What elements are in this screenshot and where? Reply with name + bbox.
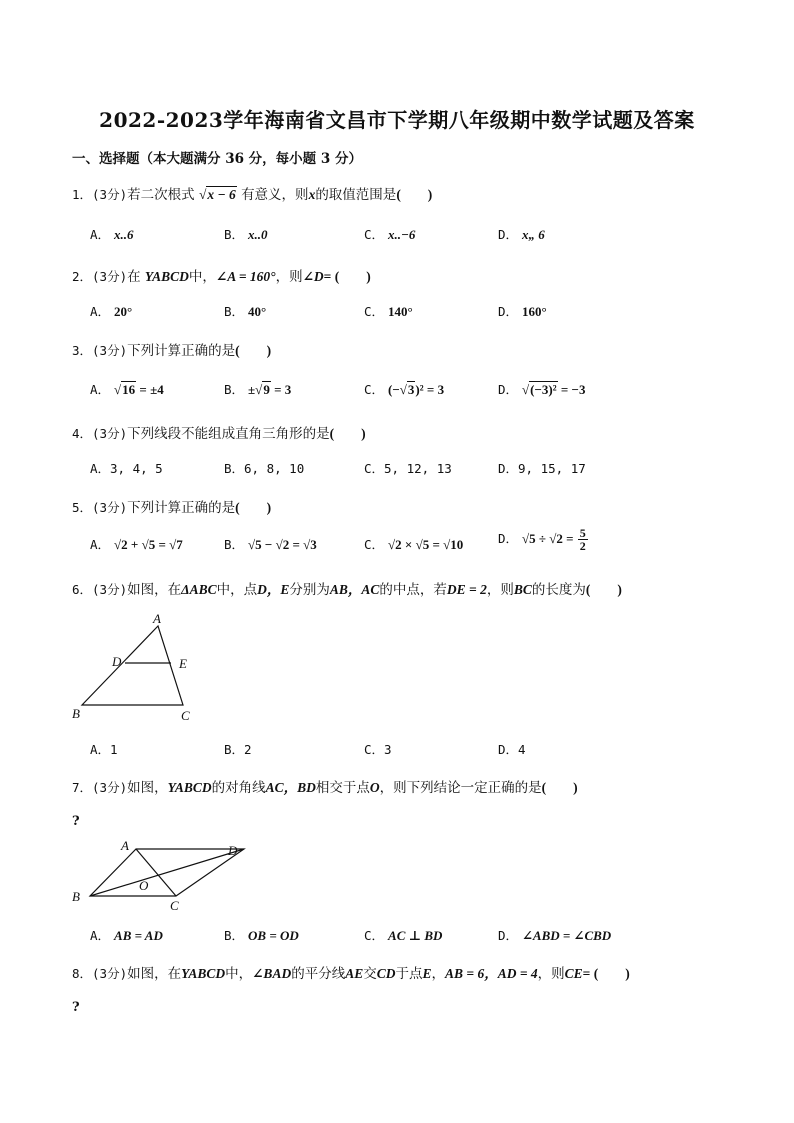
q2-option-c[interactable]: C． 140° (364, 304, 413, 319)
q5-option-c[interactable]: C． √2 × √5 = √10 (364, 537, 464, 552)
question-3: 3．(3分)下列计算正确的是( ) (72, 343, 272, 359)
question-5: 5．(3分)下列计算正确的是( ) (72, 500, 272, 516)
section-heading: 一、选择题（本大题满分 36 分，每小题 3 分） (72, 151, 362, 167)
q4-option-b[interactable]: B．6, 8, 10 (224, 461, 305, 476)
question-7: 7．(3分)如图，YABCD的对角线AC，BD相交于点O，则下列结论一定正确的是( ) (72, 780, 578, 796)
q4-option-c[interactable]: C．5, 12, 13 (364, 461, 452, 476)
question-4: 4．(3分)下列线段不能组成直角三角形的是( ) (72, 426, 366, 442)
q2-option-d[interactable]: D． 160° (498, 304, 547, 319)
q1-option-b[interactable]: B． x..0 (224, 227, 268, 242)
q3-option-a[interactable]: A． √16 = ±4 (90, 382, 164, 397)
q3-option-d[interactable]: D． √(−3)² = −3 (498, 382, 586, 397)
q7-option-d[interactable]: D． ∠ABD = ∠CBD (498, 928, 612, 943)
question-6: 6．(3分)如图，在ΔABC中，点D，E分别为AB，AC的中点，若DE = 2，则BC的长度为( ) (72, 582, 622, 598)
missing-image-marker: ? (72, 1000, 80, 1015)
label-c: C (170, 898, 179, 913)
missing-image-marker: ? (72, 814, 80, 829)
label-d: D (228, 843, 238, 858)
q1-option-d[interactable]: D． x„ 6 (498, 227, 545, 242)
q5-option-d[interactable]: D． √5 ÷ √2 = $\frac{5}{2}$ (498, 526, 586, 553)
q5-option-b[interactable]: B． √5 − √2 = √3 (224, 537, 317, 552)
q2-option-b[interactable]: B． 40° (224, 304, 267, 319)
q3-option-b[interactable]: B． ±√9 = 3 (224, 382, 292, 397)
q4-option-d[interactable]: D．9, 15, 17 (498, 461, 586, 476)
label-c: C (181, 708, 190, 723)
label-d: D (112, 654, 122, 669)
q6-option-b[interactable]: B．2 (224, 742, 252, 757)
page-title: 2022-2023学年海南省文昌市下学期八年级期中数学试题及答案 (99, 108, 695, 132)
q7-option-a[interactable]: A． AB = AD (90, 928, 163, 943)
label-a: A (153, 611, 161, 626)
question-2: 2．(3分)在 YABCD中，∠A = 160°，则∠D= ( ) (72, 269, 371, 285)
parallelogram-figure (68, 836, 258, 916)
label-o: O (139, 878, 149, 893)
triangle-abc (82, 626, 183, 705)
q5-option-a[interactable]: A． √2 + √5 = √7 (90, 537, 183, 552)
label-b: B (72, 889, 80, 904)
q7-option-c[interactable]: C． AC ⊥ BD (364, 928, 443, 943)
q1-option-c[interactable]: C． x..−6 (364, 227, 416, 242)
q6-option-c[interactable]: C．3 (364, 742, 392, 757)
q2-option-a[interactable]: A． 20° (90, 304, 133, 319)
label-a: A (121, 838, 129, 853)
q1-option-a[interactable]: A． x..6 (90, 227, 134, 242)
label-b: B (72, 706, 80, 721)
q3-option-c[interactable]: C． (−√3)² = 3 (364, 382, 445, 397)
triangle-figure (70, 612, 210, 727)
question-8: 8．(3分)如图，在YABCD中，∠BAD的平分线AE交CD于点E，AB = 6，AD = 4，则CE= ( ) (72, 966, 630, 982)
q6-option-d[interactable]: D．4 (498, 742, 526, 757)
q7-option-b[interactable]: B． OB = OD (224, 928, 299, 943)
q6-option-a[interactable]: A．1 (90, 742, 118, 757)
question-1: 1．(3分)若二次根式 √x − 6 有意义，则x的取值范围是( ) (72, 187, 433, 203)
q4-option-a[interactable]: A．3, 4, 5 (90, 461, 163, 476)
label-e: E (179, 656, 187, 671)
